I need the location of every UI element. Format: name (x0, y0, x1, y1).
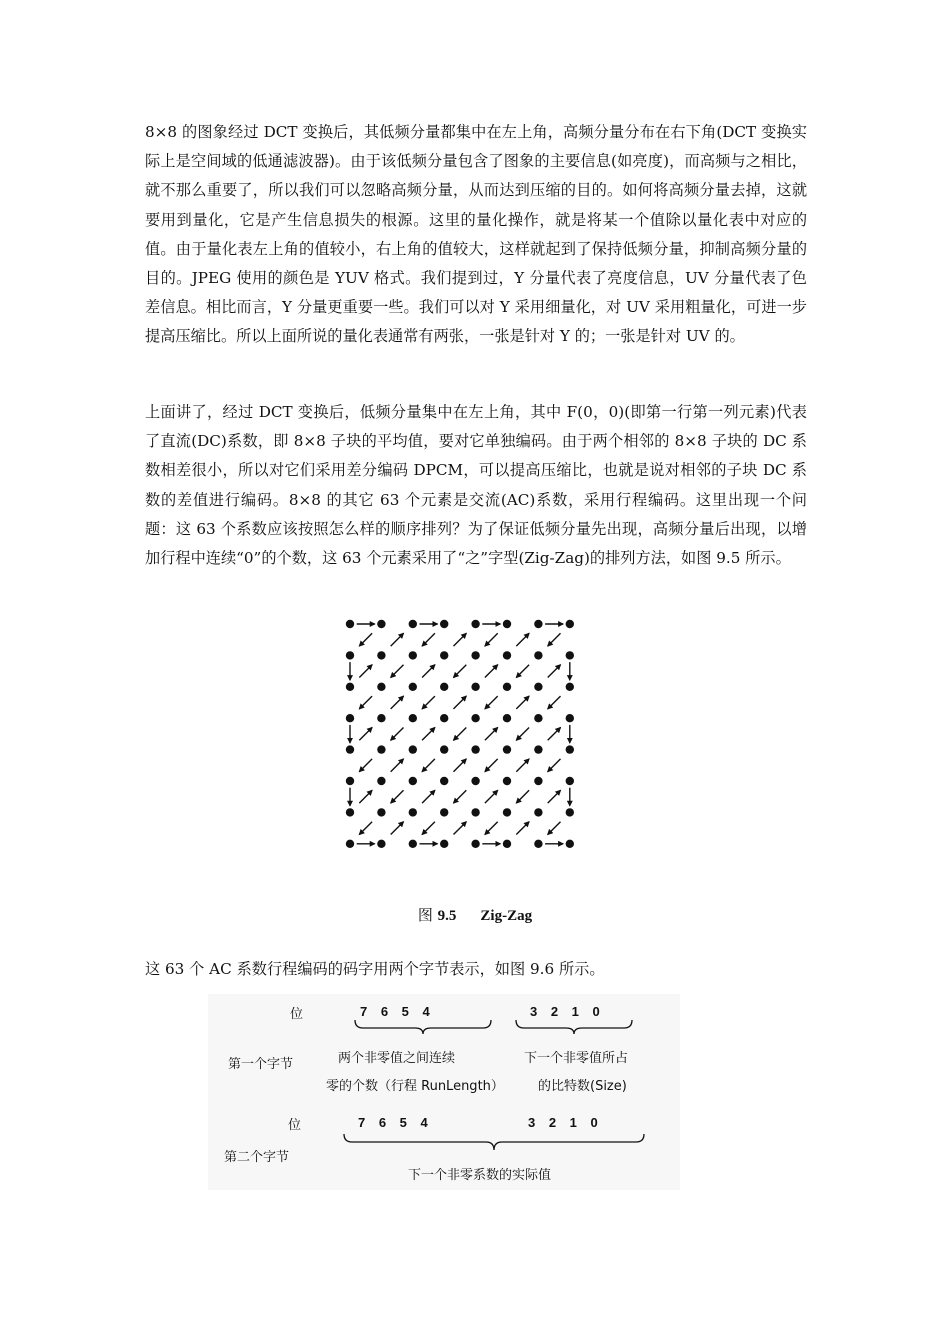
zigzag-dot (440, 840, 448, 848)
zigzag-arrow (454, 822, 467, 835)
zigzag-dot (503, 651, 511, 659)
zigzag-dot (346, 777, 354, 785)
caption-number: 9.5 (437, 908, 457, 924)
zigzag-dot (346, 745, 354, 753)
zigzag-arrow (422, 822, 435, 835)
zigzag-arrow (391, 696, 404, 709)
zigzag-arrow (548, 633, 561, 646)
zigzag-dot (377, 714, 385, 722)
zigzag-arrow (485, 728, 498, 741)
zigzag-dot (503, 808, 511, 816)
zigzag-arrow (359, 790, 372, 803)
zigzag-arrow (359, 696, 372, 709)
zigzag-arrow (485, 665, 498, 678)
zigzag-dot (346, 683, 354, 691)
bit-label-1: 位 (290, 1007, 304, 1022)
zigzag-arrow (485, 759, 498, 772)
zigzag-dot (440, 683, 448, 691)
zigzag-arrow (391, 759, 404, 772)
zigzag-dot (503, 620, 511, 628)
zigzag-arrow (516, 822, 529, 835)
zigzag-dot (346, 651, 354, 659)
zigzag-arrow (516, 665, 529, 678)
brace-byte1-high (355, 1020, 491, 1034)
byte1-high-desc-line2: 零的个数（行程 RunLength） (326, 1079, 504, 1094)
zigzag-dot (566, 745, 574, 753)
byte1-low-desc-line2: 的比特数(Size) (538, 1079, 627, 1094)
bit-label-2: 位 (288, 1118, 302, 1133)
zigzag-arrow (454, 665, 467, 678)
zigzag-dot (534, 840, 542, 848)
zigzag-arrow (548, 728, 561, 741)
zigzag-dot (534, 651, 542, 659)
byte2-label: 第二个字节 (224, 1150, 290, 1165)
zigzag-dot (534, 620, 542, 628)
zigzag-dot (440, 620, 448, 628)
zigzag-dot (566, 808, 574, 816)
zigzag-arrow (422, 633, 435, 646)
zigzag-scan-figure (340, 614, 580, 850)
zigzag-arrow (391, 822, 404, 835)
zigzag-dot (534, 714, 542, 722)
zigzag-dot (471, 777, 479, 785)
zigzag-dot (471, 651, 479, 659)
zigzag-arrow (391, 633, 404, 646)
byte2-low-bits: 3 2 1 0 (528, 1115, 598, 1130)
zigzag-dot (409, 808, 417, 816)
zigzag-dot (440, 714, 448, 722)
zigzag-dot (409, 840, 417, 848)
zigzag-dot (346, 808, 354, 816)
zigzag-dot (503, 777, 511, 785)
paragraph-dct-quantization: 8×8 的图象经过 DCT 变换后，其低频分量都集中在左上角，高频分量分布在右下角(DCT 变换实际上是空间域的低通滤波器)。由于该低频分量包含了图象的主要信息(如亮度)，而高频与之相比，就不那么重要了，所以我们可以忽略高频分量，从而达到压缩的目的。如何将高频分量去掉，这就要用到量化，它是产生信息损失的根源。这里的量化操作，就是将某一个值除以量化表中对应的值。由于量化表左上角的值较小，右上角的值较大，这样就起到了保持低频分量，抑制高频分量的目的。JPEG 使用的颜色是 YUV 格式。我们提到过，Y 分量代表了亮度信息，UV 分量代表了色差信息。相比而言，Y 分量更重要一些。我们可以对 Y 采用细量化，对 UV 采用粗量化，可进一步提高压缩比。所以上面所说的量化表通常有两张，一张是针对 Y 的；一张是针对 UV 的。 (145, 123, 807, 346)
zigzag-arrow (516, 790, 529, 803)
byte-format-figure (208, 994, 680, 1190)
zigzag-dot (566, 777, 574, 785)
brace-byte1-low (516, 1020, 632, 1034)
paragraph-dc-ac-coding: 上面讲了，经过 DCT 变换后，低频分量集中在左上角，其中 F(0，0)(即第一行第一列元素)代表了直流(DC)系数，即 8×8 子块的平均值，要对它单独编码。由于两个相邻的 8×8 子块的 DC 系数相差很小，所以对它们采用差分编码 DPCM，可以提高压缩比，也就是说对相邻的子块 DC 系数的差值进行编码。8×8 的其它 63 个元素是交流(AC)系数，采用行程编码。这里出现一个问题：这 63 个系数应该按照怎么样的顺序排列？为了保证低频分量先出现，高频分量后出现，以增加行程中连续“0”的个数，这 63 个元素采用了“之”字型(Zig-Zag)的排列方法，如图 9.5 所示。 (145, 403, 807, 568)
zigzag-dot (440, 745, 448, 753)
zigzag-arrow (422, 696, 435, 709)
zigzag-dot (566, 620, 574, 628)
zigzag-arrow (422, 790, 435, 803)
paragraph-ac-runlength: 这 63 个 AC 系数行程编码的码字用两个字节表示，如图 9.6 所示。 (145, 960, 605, 978)
zigzag-arrow (516, 759, 529, 772)
zigzag-dot (566, 651, 574, 659)
zigzag-dot (409, 651, 417, 659)
zigzag-dot (566, 840, 574, 848)
zigzag-arrow (359, 759, 372, 772)
zigzag-dot (409, 683, 417, 691)
zigzag-dot (471, 840, 479, 848)
zigzag-arrow (548, 696, 561, 709)
zigzag-arrow (422, 759, 435, 772)
zigzag-dot (346, 840, 354, 848)
zigzag-arrow (516, 696, 529, 709)
zigzag-arrow (454, 759, 467, 772)
zigzag-dot (503, 683, 511, 691)
zigzag-arrow (359, 728, 372, 741)
zigzag-arrow (454, 696, 467, 709)
figure-9-5-caption (0, 900, 950, 931)
zigzag-arrow (422, 665, 435, 678)
zigzag-dot (503, 714, 511, 722)
zigzag-dot (377, 745, 385, 753)
zigzag-dot (534, 808, 542, 816)
byte1-high-desc-line1: 两个非零值之间连续 (338, 1051, 456, 1066)
zigzag-dot (377, 620, 385, 628)
zigzag-arrow (359, 665, 372, 678)
zigzag-dot (503, 840, 511, 848)
zigzag-arrow (548, 822, 561, 835)
zigzag-arrow (485, 696, 498, 709)
zigzag-arrow (516, 728, 529, 741)
zigzag-dot (440, 808, 448, 816)
zigzag-dot (377, 840, 385, 848)
byte2-high-bits: 7 6 5 4 (358, 1115, 428, 1130)
zigzag-arrow (548, 665, 561, 678)
zigzag-arrow (548, 790, 561, 803)
zigzag-arrow (422, 728, 435, 741)
zigzag-arrow (485, 633, 498, 646)
zigzag-dot (377, 808, 385, 816)
zigzag-arrow (485, 822, 498, 835)
zigzag-arrow (454, 790, 467, 803)
zigzag-arrow (391, 790, 404, 803)
zigzag-arrow (516, 633, 529, 646)
zigzag-dot (440, 651, 448, 659)
zigzag-dot (409, 714, 417, 722)
zigzag-arrow (359, 633, 372, 646)
zigzag-arrow (454, 633, 467, 646)
zigzag-dot (409, 620, 417, 628)
zigzag-dot (377, 651, 385, 659)
byte1-low-desc-line1: 下一个非零值所占 (524, 1051, 629, 1066)
zigzag-dot (377, 777, 385, 785)
zigzag-arrow (454, 728, 467, 741)
caption-title: Zig-Zag (480, 908, 533, 924)
zigzag-arrow (548, 759, 561, 772)
caption-prefix: 图 (417, 906, 433, 924)
zigzag-dot (409, 745, 417, 753)
zigzag-dot (471, 620, 479, 628)
zigzag-dot (409, 777, 417, 785)
zigzag-dot (471, 683, 479, 691)
zigzag-dot (346, 714, 354, 722)
zigzag-dot (534, 777, 542, 785)
zigzag-dot (503, 745, 511, 753)
zigzag-dot (440, 777, 448, 785)
zigzag-arrow (391, 665, 404, 678)
zigzag-dot (566, 714, 574, 722)
zigzag-dot (534, 745, 542, 753)
zigzag-arrow (359, 822, 372, 835)
zigzag-dot (471, 745, 479, 753)
zigzag-dot (566, 683, 574, 691)
zigzag-dot (471, 714, 479, 722)
zigzag-dot (346, 620, 354, 628)
brace-byte2 (344, 1134, 644, 1150)
zigzag-dot (471, 808, 479, 816)
byte1-low-bits: 3 2 1 0 (530, 1004, 600, 1019)
byte1-label: 第一个字节 (228, 1057, 294, 1072)
zigzag-dot (534, 683, 542, 691)
byte2-desc: 下一个非零系数的实际值 (408, 1168, 552, 1183)
zigzag-dot (377, 683, 385, 691)
byte1-high-bits: 7 6 5 4 (360, 1004, 430, 1019)
zigzag-arrow (485, 790, 498, 803)
zigzag-arrow (391, 728, 404, 741)
